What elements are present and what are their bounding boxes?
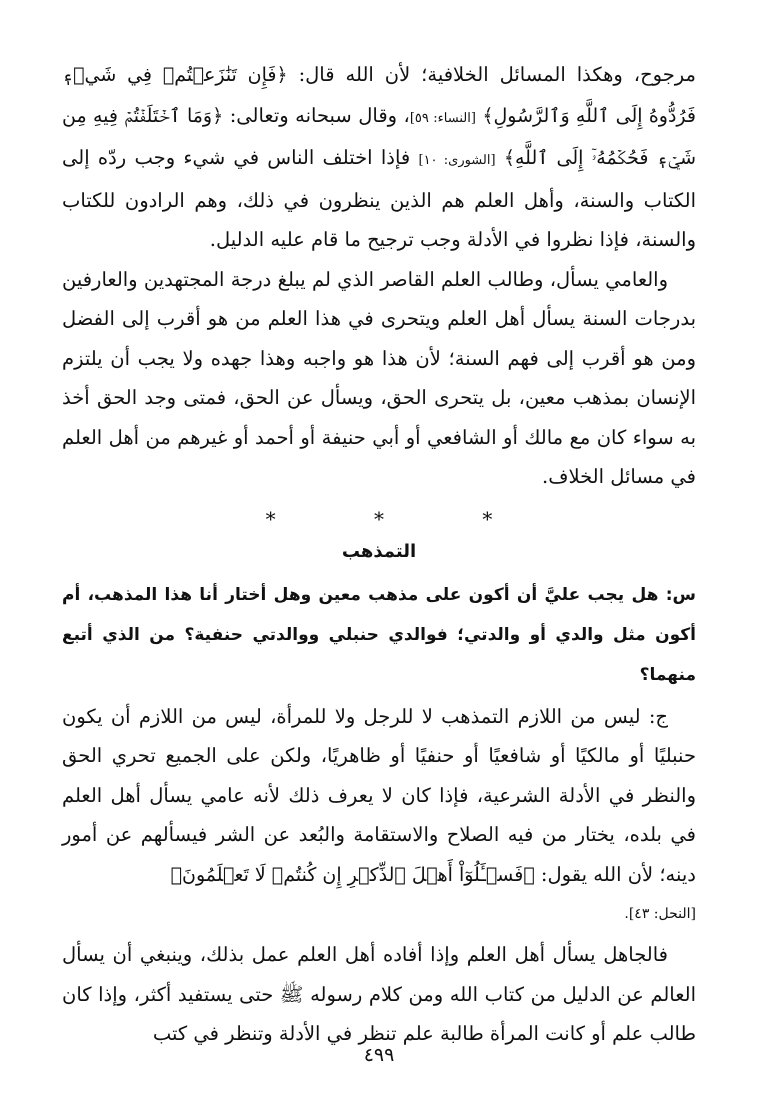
verse-reference-nahl: [النحل: ٤٣].	[624, 906, 696, 922]
section-separator: * * *	[265, 506, 539, 531]
verse-reference-nisa: [النساء: ٥٩]	[409, 110, 476, 126]
question-text: س: هل يجب عليَّ أن أكون على مذهب معين وهل أختار أنا هذا المذهب، أم أكون مثل والدي أو والدتي؛ فوالدي حنبلي ووالدتي حنفية؟ من الذي أتبع منهما؟	[62, 584, 696, 685]
quran-verse-nisa: ﴿فَإِن تَنَٰزَعۡتُمۡ فِي شَيۡءٖ فَرُدُّوهُ إِلَى ٱللَّهِ وَٱلرَّسُولِ﴾	[62, 64, 696, 127]
verse-reference-shura: [الشورى: ١٠]	[418, 153, 496, 168]
section-heading: التمذهب	[341, 540, 417, 562]
paragraph-1-text-b: ، وقال سبحانه وتعالى:	[223, 103, 410, 127]
paragraph-1-text-a: مرجوح، وهكذا المسائل الخلافية؛ لأن الله قال:	[287, 63, 696, 86]
page-number: ٤٩٩	[363, 1044, 395, 1066]
answer-text: ج: ليس من اللازم التمذهب لا للرجل ولا للمرأة، ليس من اللازم أن يكون حنبليًا أو مالكيًا أو شافعيًا أو حنفيًا أو ظاهريًا، ولكن على الجميع تحري الحق والنظر في الأدلة الشرعية، فإذا كان لا يعرف ذلك لأنه عامي يسأل أهل العلم في بلده، يختار من فيه الصلاح والاستقامة والبُعد عن الشر فيسألهم عن أمور دينه؛ لأن الله يقول:	[62, 704, 696, 886]
paragraph-2: والعامي يسأل، وطالب العلم القاصر الذي لم يبلغ درجة المجتهدين والعارفين بدرجات السنة يسأل أهل العلم ويتحرى في هذا العلم من هو أقرب إلى الفضل ومن هو أقرب إلى فهم السنة؛ لأن هذا هو واجبه وهذا جهده ولا يجب أن يلتزم الإنسان بمذهب معين، بل يتحرى الحق، ويسأل عن الحق، فمتى وجد الحق أخذ به سواء كان مع مالك أو الشافعي أو أبي حنيفة أو أحمد أو غيرهم من أهل العلم في مسائل الخلاف.	[62, 267, 696, 488]
quran-verse-nahl: ﴿فَسۡـَٔلُوٓاْ أَهۡلَ ٱلذِّكۡرِ إِن كُنتُمۡ لَا تَعۡلَمُونَ﴾	[170, 863, 535, 886]
paragraph-bottom: فالجاهل يسأل أهل العلم وإذا أفاده أهل العلم عمل بذلك، وينبغي أن يسأل العالم عن الدليل من كتاب الله ومن كلام رسوله ﷺ حتى يستفيد أكثر، وإذا كان طالب علم أو كانت المرأة طالبة علم تنظر في الأدلة وتنظر في كتب	[62, 943, 696, 1045]
quran-verse-shura: ﴿وَمَا ٱخۡتَلَفۡتُمۡ فِيهِ مِن شَيۡءٖ فَحُكۡمُهُۥٓ إِلَى ٱللَّهِ﴾	[62, 104, 697, 169]
paragraph-1	[62, 55, 696, 260]
answer-paragraph	[62, 697, 696, 896]
paragraph-1-text-c: فإذا اختلف الناس في شيء وجب ردّه إلى الكتاب والسنة، وأهل العلم هم الذين ينظرون في ذلك، وهم الرادون للكتاب والسنة، فإذا نظروا في الأدلة وجب ترجيح ما قام عليه الدليل.	[62, 146, 696, 251]
